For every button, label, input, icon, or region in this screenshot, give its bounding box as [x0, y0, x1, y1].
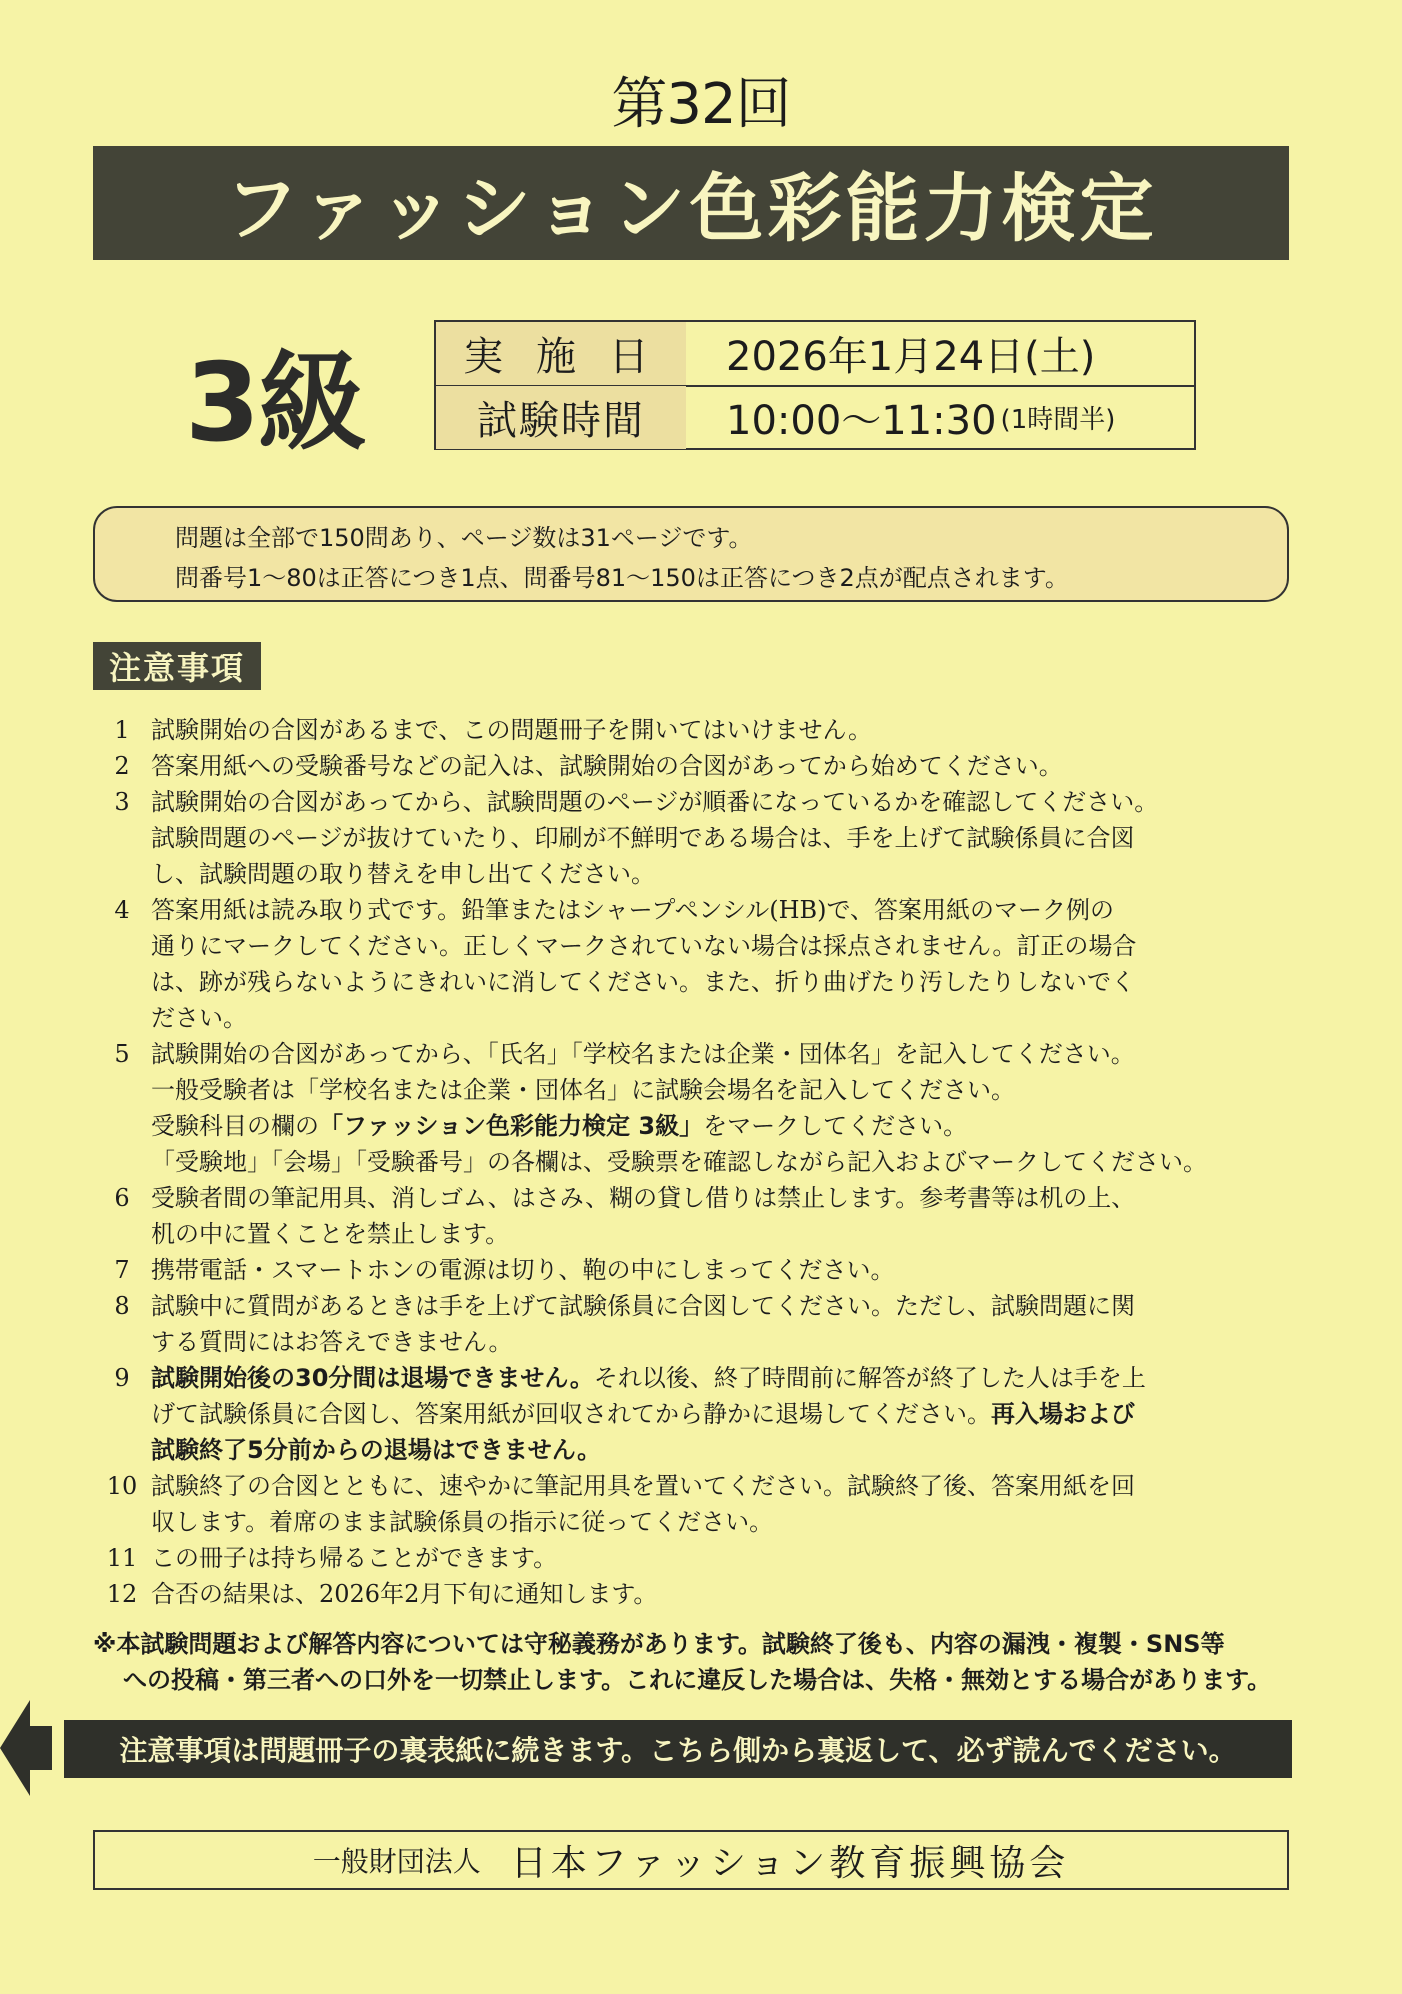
continue-notice-text: 注意事項は問題冊子の裏表紙に続きます。こちら側から裏返して、必ず読んでください。 [119, 1734, 1237, 1767]
exam-time-label: 試験時間 [436, 386, 686, 449]
exam-title-banner [93, 146, 1289, 260]
note-bold-text: 試験終了5分前からの退場はできません。 [151, 1436, 602, 1464]
note-line [151, 1360, 1289, 1396]
note-line: し、試験問題の取り替えを申し出てください。 [151, 860, 655, 888]
note-item-9 [93, 1360, 1289, 1468]
notes-list [93, 712, 1289, 1612]
exam-time-value: 10:00〜11:30 [726, 398, 997, 444]
note-item-8 [93, 1288, 1289, 1360]
note-number: 9 [114, 1364, 130, 1392]
note-item-11 [93, 1540, 1289, 1576]
note-item-12 [93, 1576, 1289, 1612]
note-bold-text: 再入場および [991, 1400, 1135, 1428]
confidentiality-notice [93, 1626, 1289, 1698]
note-line: 合否の結果は、2026年2月下旬に通知します。 [151, 1580, 658, 1608]
note-number: 3 [114, 788, 130, 816]
note-line: 試験中に質問があるときは手を上げて試験係員に合図してください。ただし、試験問題に関 [151, 1292, 1135, 1320]
arrow-left-icon [0, 1700, 52, 1796]
confidentiality-line-1: ※本試験問題および解答内容については守秘義務があります。試験終了後も、内容の漏洩・複製・SNS等 [93, 1630, 1225, 1658]
note-number: 10 [106, 1472, 138, 1500]
question-info-line-1: 問題は全部で150問あり、ページ数は31ページです。 [175, 524, 753, 552]
exam-time-cell [686, 386, 1194, 449]
note-number: 1 [114, 716, 130, 744]
note-line: 試験開始の合図があるまで、この問題冊子を開いてはいけません。 [151, 716, 872, 744]
note-line: 通りにマークしてください。正しくマークされていない場合は採点されません。訂正の場合 [151, 932, 1137, 960]
note-number: 12 [106, 1580, 138, 1608]
note-number: 8 [114, 1292, 130, 1320]
note-subject-prefix: 受験科目の欄の [151, 1112, 319, 1140]
note-line: 携帯電話・スマートホンの電源は切り、鞄の中にしまってください。 [151, 1256, 895, 1284]
note-number: 7 [114, 1256, 130, 1284]
question-info-line-2: 問番号1〜80は正答につき1点、問番号81〜150は正答につき2点が配点されます。 [175, 564, 1069, 592]
exam-time-row [436, 386, 1194, 449]
note-item-3 [93, 784, 1289, 892]
note-item-6 [93, 1180, 1289, 1252]
note-line [151, 1396, 1289, 1432]
exam-date-row [436, 322, 1194, 387]
note-item-7 [93, 1252, 1289, 1288]
note-line: する質問にはお答えできません。 [151, 1328, 513, 1356]
note-number: 2 [114, 752, 130, 780]
note-subject-name: 「ファッション色彩能力検定 3級」 [319, 1112, 704, 1140]
note-line: 「受験地」「会場」「受験番号」の各欄は、受験票を確認しながら記入およびマークしてください。 [151, 1148, 1207, 1176]
continue-notice-banner [64, 1720, 1292, 1778]
edition-number: 第32回 [611, 72, 791, 137]
note-line [151, 1432, 1289, 1468]
note-line-subject [151, 1108, 1289, 1144]
confidentiality-line-2: への投稿・第三者への口外を一切禁止します。これに違反した場合は、失格・無効とする場合があります。 [123, 1666, 1272, 1694]
note-line: 答案用紙は読み取り式です。鉛筆またはシャープペンシル(HB)で、答案用紙のマーク例の [151, 896, 1115, 924]
exam-date-label: 実 施 日 [436, 322, 686, 385]
note-line: 試験終了の合図とともに、速やかに筆記用具を置いてください。試験終了後、答案用紙を回 [151, 1472, 1135, 1500]
note-item-4 [93, 892, 1289, 1036]
note-line: は、跡が残らないようにきれいに消してください。また、折り曲げたり汚したりしないでく [151, 968, 1135, 996]
notes-heading: 注意事項 [93, 642, 261, 690]
publisher-name: 日本ファッション教育振興協会 [510, 1842, 1070, 1884]
note-subject-suffix: をマークしてください。 [703, 1112, 968, 1140]
note-line: 試験開始の合図があってから、試験問題のページが順番になっているかを確認してください。 [151, 788, 1159, 816]
note-item-10 [93, 1468, 1289, 1540]
publisher-box [93, 1830, 1289, 1890]
exam-date-value: 2026年1月24日(土) [726, 334, 1096, 380]
note-line: ださい。 [151, 1004, 247, 1032]
note-item-1 [93, 712, 1289, 748]
note-number: 6 [114, 1184, 130, 1212]
note-bold-text: 試験開始後の30分間は退場できません。 [151, 1364, 594, 1392]
note-line: 一般受験者は「学校名または企業・団体名」に試験会場名を記入してください。 [151, 1076, 1015, 1104]
note-number: 4 [114, 896, 130, 924]
note-line: 机の中に置くことを禁止します。 [151, 1220, 510, 1248]
question-info-box [93, 506, 1289, 602]
note-text-fragment: それ以後、終了時間前に解答が終了した人は手を上 [593, 1364, 1146, 1392]
note-line: 受験者間の筆記用具、消しゴム、はさみ、糊の貸し借りは禁止します。参考書等は机の上、 [151, 1184, 1136, 1212]
note-line: 試験開始の合図があってから、「氏名」「学校名または企業・団体名」を記入してください。 [151, 1040, 1135, 1068]
exam-time-note: (1時間半) [1000, 405, 1116, 435]
note-line: 試験問題のページが抜けていたり、印刷が不鮮明である場合は、手を上げて試験係員に合図 [151, 824, 1135, 852]
exam-info-table [434, 320, 1196, 450]
note-line: 答案用紙への受験番号などの記入は、試験開始の合図があってから始めてください。 [151, 752, 1063, 780]
publisher-type: 一般財団法人 [312, 1845, 481, 1878]
note-item-2 [93, 748, 1289, 784]
note-text-fragment: げて試験係員に合図し、答案用紙が回収されてから静かに退場してください。 [151, 1400, 991, 1428]
note-number: 11 [106, 1544, 138, 1572]
exam-title: ファッション色彩能力検定 [224, 166, 1158, 252]
exam-grade: 3級 [185, 341, 365, 466]
note-line: 収します。着席のまま試験係員の指示に従ってください。 [151, 1508, 774, 1536]
note-line: この冊子は持ち帰ることができます。 [151, 1544, 558, 1572]
note-item-5 [93, 1036, 1289, 1180]
note-number: 5 [114, 1040, 130, 1068]
